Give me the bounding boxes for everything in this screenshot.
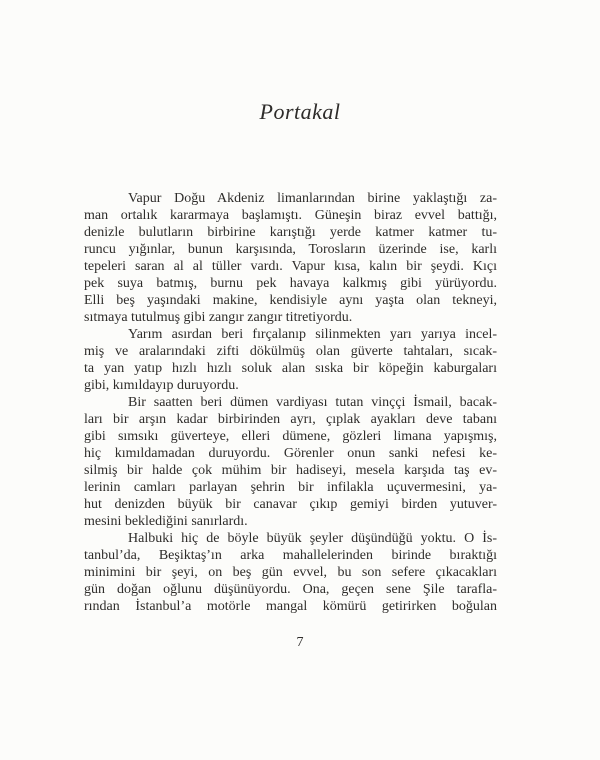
text-line: rından İstanbul’a motörle mangal kömürü getirirken boğulan xyxy=(84,599,497,614)
text-line: runcu yığınlar, bunun karşısında, Torosların üzerinde ise, karlı xyxy=(84,242,497,257)
text-line: pek suya batmış, burnu pek havaya kalkmış gibi yürüyordu. xyxy=(84,276,497,291)
text-line: gibi, kımıldayıp duruyordu. xyxy=(84,378,239,393)
text-line: denizle bulutların birbirine karıştığı yerde katmer katmer tu- xyxy=(84,225,497,240)
text-line: gün doğan oğlunu düşünüyordu. Ona, geçen sene Şile tarafla- xyxy=(84,582,497,597)
text-line: ta yan yatıp hızlı hızlı soluk alan sıska bir köpeğin kaburgaları xyxy=(84,361,497,376)
text-line: Elli beş yaşındaki makine, kendisiyle aynı yaşta olan tekneyi, xyxy=(84,293,497,308)
text-line: sıtmaya tutulmuş gibi zangır zangır titretiyordu. xyxy=(84,310,353,325)
text-line: ları bir arşın kadar birbirinden ayrı, çıplak ayakları deve tabanı xyxy=(84,412,497,427)
text-line: gibi sımsıkı güverteye, elleri dümene, gözleri limana yapışmış, xyxy=(84,429,497,444)
page-number: 7 xyxy=(296,635,304,650)
text-line: man ortalık kararmaya başlamıştı. Güneşin biraz evvel battığı, xyxy=(84,208,497,223)
text-line: minimini bir şeyi, on beş gün evvel, bu son sefere çıkacakları xyxy=(84,565,497,580)
text-line: hut denizden büyük bir canavar çıkıp gemiyi birden yutuver- xyxy=(84,497,497,512)
text-line: lerinin camları parlayan şehrin bir infilakla uçuvermesini, ya- xyxy=(84,480,497,495)
text-line: Halbuki hiç de böyle büyük şeyler düşündüğü yoktu. O İs- xyxy=(128,531,497,546)
text-line: Vapur Doğu Akdeniz limanlarından birine yaklaştığı za- xyxy=(128,191,497,206)
body-text xyxy=(84,190,497,615)
text-line: Yarım asırdan beri fırçalanıp silinmekten yarı yarıya incel- xyxy=(128,327,497,342)
text-line: tanbul’da, Beşiktaş’ın arka mahallelerinden birinde bıraktığı xyxy=(84,548,497,563)
story-title: Portakal xyxy=(259,99,341,124)
text-line: miş ve aralarındaki zifti dökülmüş olan güverte tahtaları, sıcak- xyxy=(84,344,497,359)
text-line: silmiş bir halde çok mühim bir hadiseyi, mesela karşıda taş ev- xyxy=(84,463,497,478)
text-line: hiç kımıldamadan duruyordu. Görenler onun sanki nefesi ke- xyxy=(84,446,497,461)
text-line: mesini beklediğini sanırlardı. xyxy=(84,514,248,529)
text-line: Bir saatten beri dümen vardiyası tutan vinççi İsmail, bacak- xyxy=(128,395,497,410)
text-line: tepeleri saran al al tüller vardı. Vapur kısa, kalın bir şeydi. Kıçı xyxy=(84,259,497,274)
